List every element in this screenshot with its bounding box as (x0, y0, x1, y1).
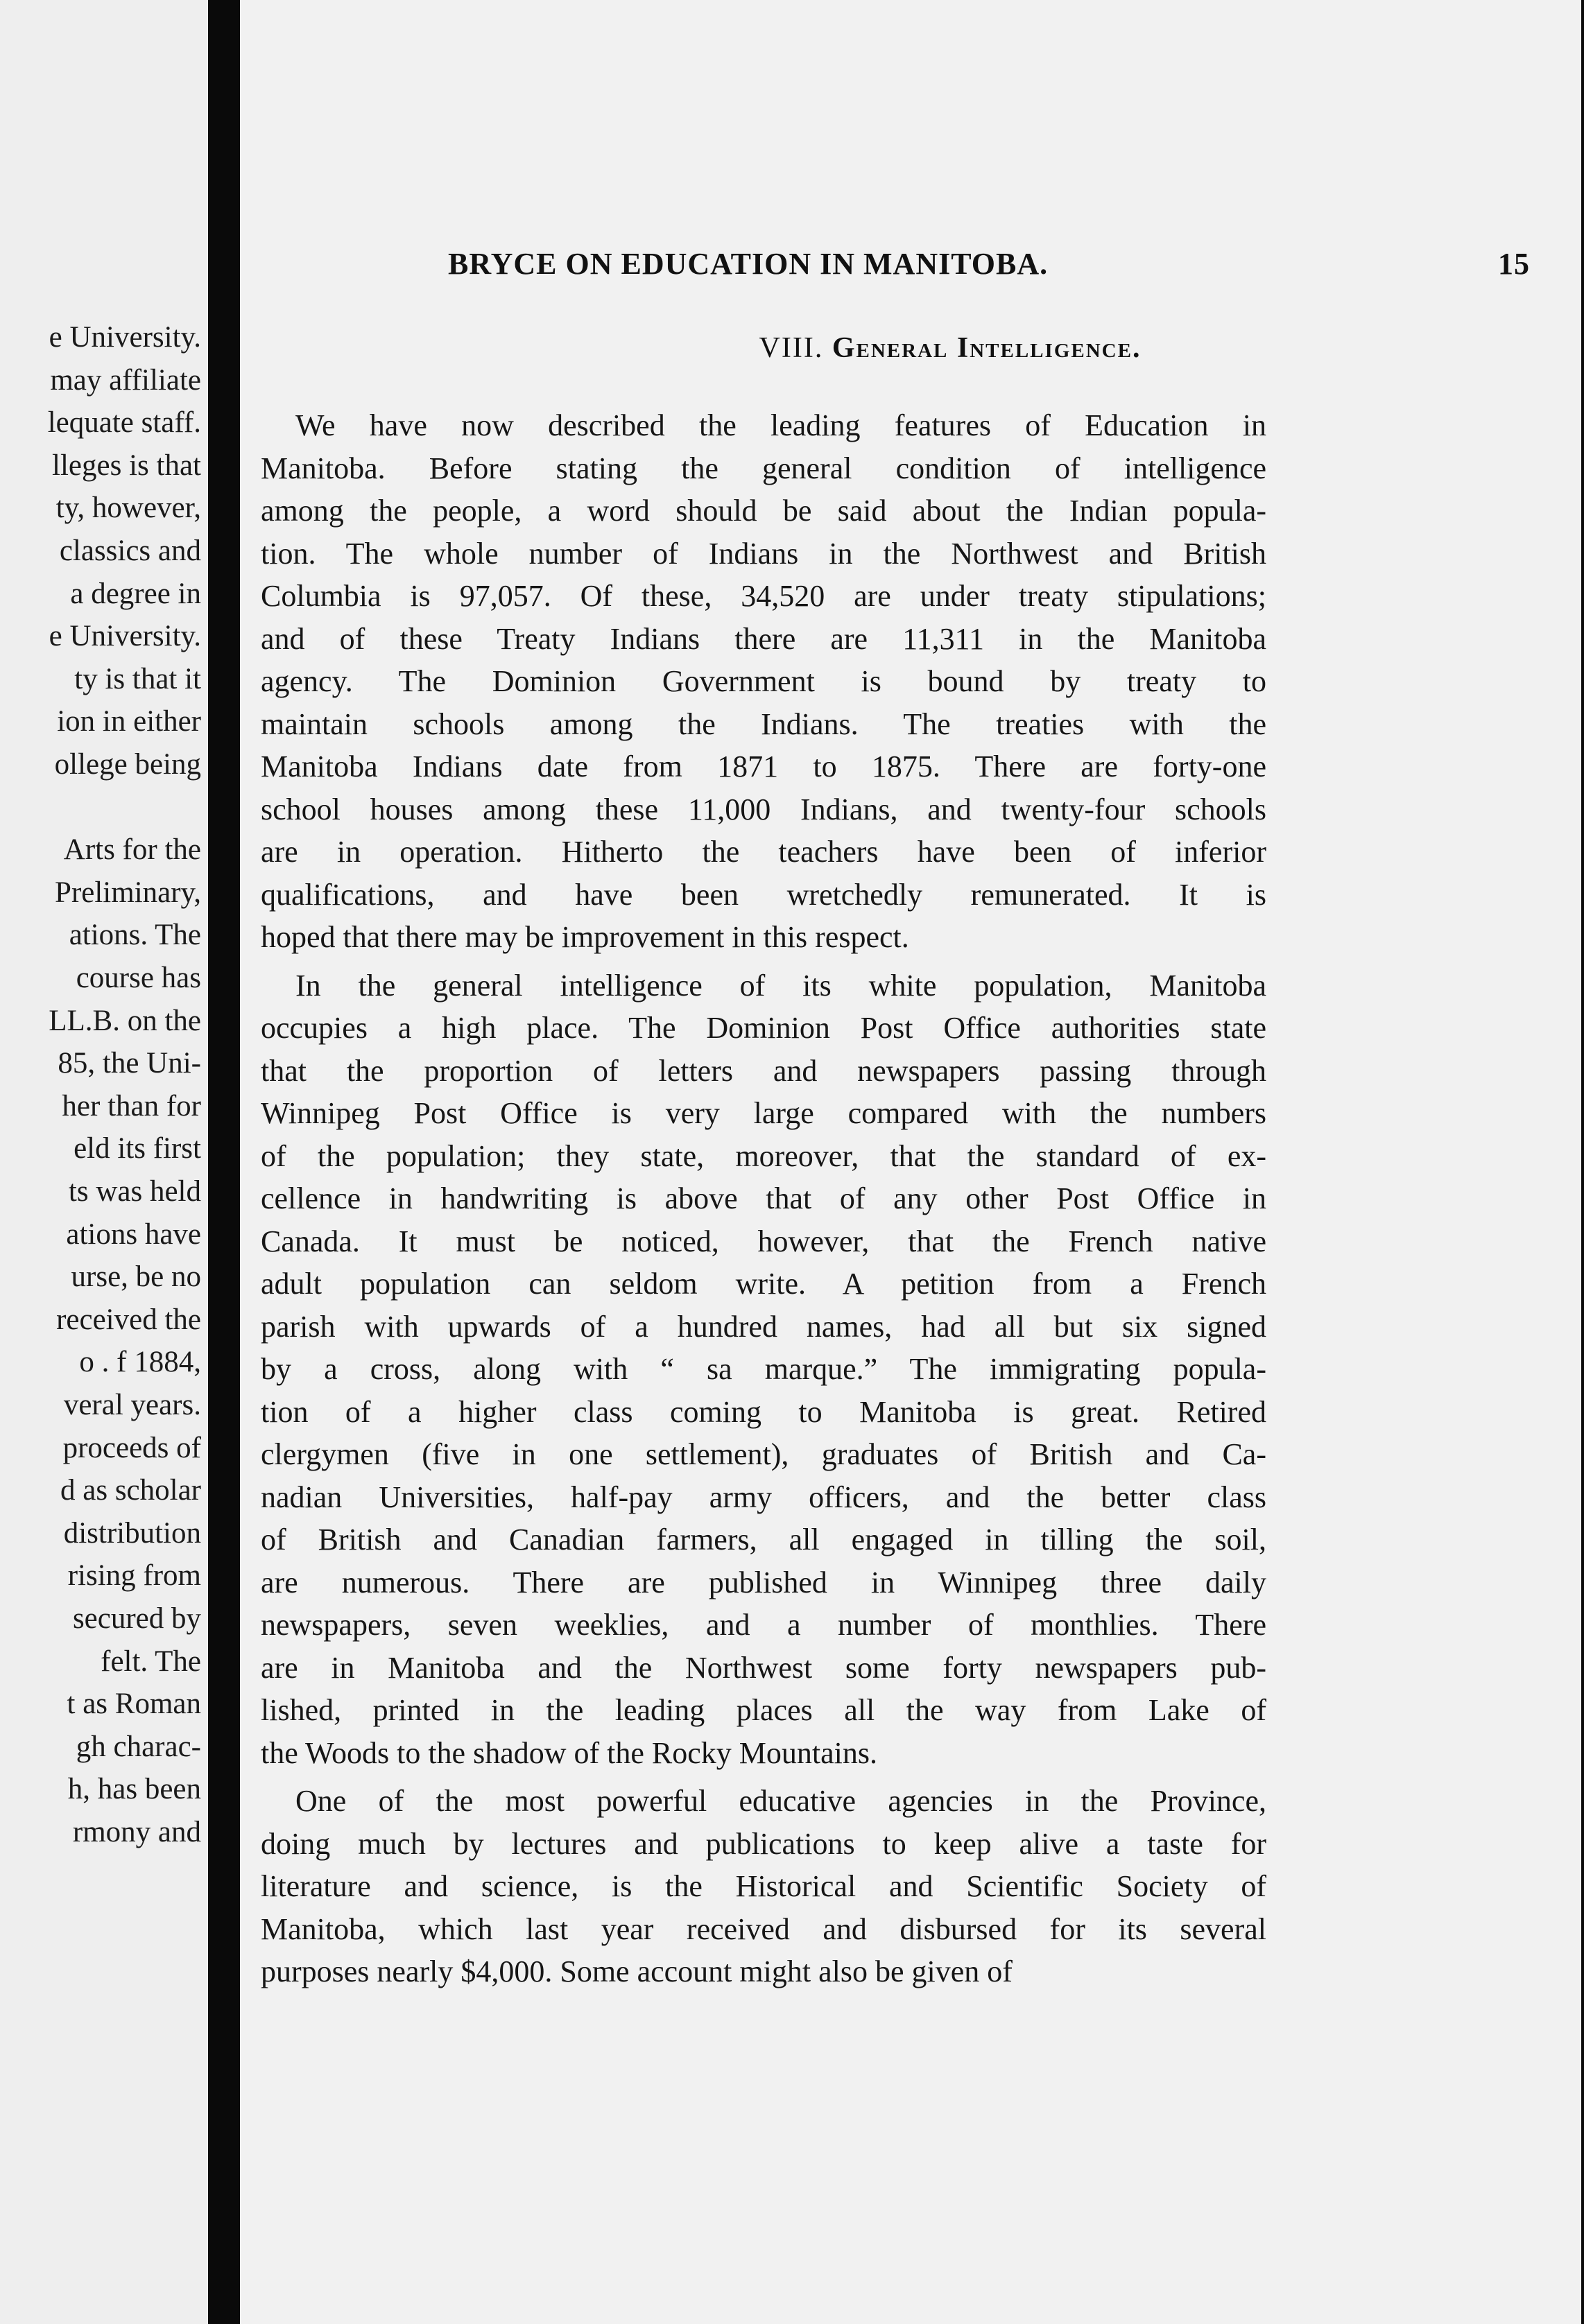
page-edge (1581, 0, 1584, 2324)
left-fragment-line: ations. The (69, 919, 201, 952)
left-fragment-line: received the (56, 1303, 201, 1336)
running-title: BRYCE ON EDUCATION IN MANITOBA. (448, 247, 1049, 281)
section-numeral: VIII. (759, 332, 824, 364)
left-fragment-line: d as scholar (60, 1474, 201, 1507)
text-line: the Woods to the shadow of the Rocky Mountains. (261, 1735, 878, 1770)
left-fragment-line: t as Roman (67, 1688, 201, 1721)
left-fragment-line: secured by (72, 1602, 201, 1635)
text-line: tion. The whole number of Indians in the Northwest and British (261, 536, 1266, 571)
left-fragment-line: o . f 1884, (79, 1346, 201, 1379)
left-fragment-line: ations have (66, 1217, 201, 1251)
text-line: agency. The Dominion Government is bound by treaty to (261, 664, 1266, 698)
left-fragment-line: gh charac- (76, 1730, 201, 1763)
left-fragment-line: distribution (63, 1516, 201, 1550)
left-fragment-line: ollege being (54, 748, 201, 781)
section-title: General Intelligence. (832, 332, 1142, 364)
text-line: tion of a higher class coming to Manitoba is great. Retired (261, 1394, 1266, 1429)
text-line: Canada. It must be noticed, however, that the French native (261, 1224, 1266, 1258)
left-fragment-line: ty is that it (74, 662, 201, 695)
left-fragment-line: proceeds of (62, 1431, 201, 1464)
left-fragment-line: lleges is that (52, 449, 201, 482)
left-fragment-line: Preliminary, (55, 876, 201, 909)
text-line: hoped that there may be improvement in this respect. (261, 920, 909, 954)
left-fragment-line: urse, be no (71, 1260, 201, 1294)
text-line: by a cross, along with “ sa marque.” The immigrating popula- (261, 1352, 1266, 1386)
right-page (240, 0, 1584, 2324)
text-line: lished, printed in the leading places all the way from Lake of (261, 1693, 1266, 1727)
left-fragment-line: ion in either (57, 705, 201, 738)
left-fragment-line: e University. (49, 620, 201, 653)
text-line: occupies a high place. The Dominion Post Office authorities state (261, 1011, 1266, 1045)
page-number: 15 (1498, 247, 1530, 281)
text-line: We have now described the leading features of Education in (295, 408, 1266, 442)
left-fragment-line: veral years. (63, 1389, 201, 1421)
text-line: are in operation. Hitherto the teachers have been of inferior (261, 835, 1266, 869)
left-fragment-line: course has (76, 962, 201, 994)
left-fragment-line: felt. The (101, 1645, 201, 1678)
text-line: qualifications, and have been wretchedly remunerated. It is (261, 877, 1266, 912)
left-fragment-line: ty, however, (55, 492, 201, 525)
text-line: that the proportion of letters and newspapers passing through (261, 1053, 1266, 1088)
left-fragment-line: ts was held (68, 1175, 201, 1208)
left-fragment-line: may affiliate (50, 363, 201, 397)
text-line: of British and Canadian farmers, all engaged in tilling the soil, (261, 1523, 1266, 1556)
text-line: nadian Universities, half-pay army officers, and the better class (261, 1480, 1266, 1514)
text-line: cellence in handwriting is above that of any other Post Office in (261, 1181, 1266, 1215)
text-line: newspapers, seven weeklies, and a number of monthlies. There (261, 1608, 1266, 1642)
page-gutter (208, 0, 240, 2324)
left-page-fragment (0, 0, 208, 2324)
left-fragment-line: h, has been (67, 1773, 201, 1806)
left-fragment-line: e University. (49, 321, 201, 354)
text-line: literature and science, is the Historical and Scientific Society of (261, 1869, 1266, 1903)
left-fragment-line: LL.B. on the (49, 1004, 201, 1037)
text-line: purposes nearly $4,000. Some account might also be given of (261, 1954, 1013, 1988)
text-line: are numerous. There are published in Winnipeg three daily (261, 1565, 1266, 1599)
text-line: maintain schools among the Indians. The treaties with the (261, 706, 1266, 741)
left-fragment-line: lequate staff. (47, 406, 201, 440)
text-line: Columbia is 97,057. Of these, 34,520 are under treaty stipulations; (261, 579, 1266, 613)
text-line: adult population can seldom write. A petition from a French (261, 1267, 1266, 1301)
text-line: are in Manitoba and the Northwest some forty newspapers pub- (261, 1650, 1266, 1685)
left-fragment-line: rmony and (72, 1816, 201, 1848)
left-fragment-line: a degree in (70, 577, 201, 610)
text-line: among the people, a word should be said about the Indian popula- (261, 494, 1266, 528)
text-line: Manitoba. Before stating the general condition of intelligence (261, 451, 1266, 485)
text-line: clergymen (five in one settlement), graduates of British and Ca- (261, 1437, 1266, 1471)
text-line: One of the most powerful educative agencies in the Province, (295, 1784, 1266, 1818)
left-fragment-line: Arts for the (63, 833, 201, 867)
section-heading (240, 331, 1584, 365)
left-fragment-line: classics and (59, 535, 201, 567)
text-line: school houses among these 11,000 Indians, and twenty-four schools (261, 792, 1266, 826)
text-line: of the population; they state, moreover, that the standard of ex- (261, 1138, 1266, 1173)
text-line: parish with upwards of a hundred names, had all but six signed (261, 1309, 1266, 1344)
text-line: Manitoba, which last year received and disbursed for its several (261, 1911, 1266, 1946)
text-line: Manitoba Indians date from 1871 to 1875. There are forty-one (261, 749, 1266, 783)
left-fragment-line: rising from (67, 1559, 201, 1593)
text-line: and of these Treaty Indians there are 11,311 in the Manitoba (261, 621, 1266, 656)
left-fragment-line: her than for (62, 1089, 201, 1122)
text-line: In the general intelligence of its white population, Manitoba (295, 968, 1266, 1003)
text-line: Winnipeg Post Office is very large compared with the numbers (261, 1096, 1266, 1130)
text-line: doing much by lectures and publications to keep alive a taste for (261, 1826, 1266, 1861)
left-fragment-line: 85, the Uni- (58, 1047, 201, 1080)
left-fragment-line: eld its first (74, 1132, 201, 1165)
